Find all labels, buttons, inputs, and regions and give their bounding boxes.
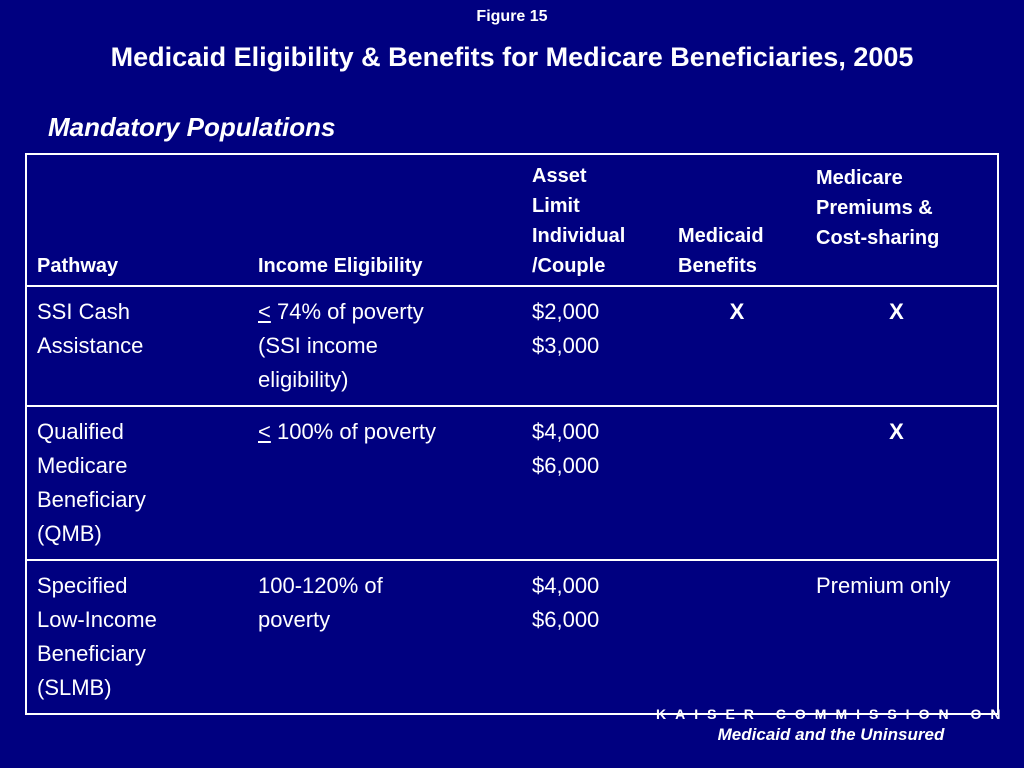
kaiser-logo — [656, 704, 1010, 746]
header-line: Benefits — [678, 255, 757, 277]
header-line: Limit — [532, 195, 580, 217]
less-than-or-equal-symbol: < — [258, 299, 271, 324]
cell-line: $2,000 — [532, 299, 600, 324]
kaiser-commission-line: KAISER COMMISSION ON — [656, 706, 1010, 722]
cell-line — [258, 415, 512, 449]
header-line: Premiums & — [816, 197, 933, 219]
eligibility-table — [25, 153, 999, 715]
header-income-eligibility — [248, 154, 522, 286]
header-line: /Couple — [532, 255, 606, 277]
cell-pathway — [26, 406, 248, 560]
cell-pathway — [26, 286, 248, 406]
header-line: Asset — [532, 165, 587, 187]
cell-line: Qualified — [37, 419, 124, 444]
table-header-row — [26, 154, 998, 286]
cell-line: Beneficiary — [37, 487, 146, 512]
cell-line: Beneficiary — [37, 641, 146, 666]
page-title: Medicaid Eligibility & Benefits for Medicare Beneficiaries, 2005 — [110, 42, 914, 72]
income-text: 100% of poverty — [270, 419, 436, 444]
income-text: 74% of poverty — [270, 299, 424, 324]
cell-premiums-text: Premium only — [816, 573, 951, 598]
header-line: Income Eligibility — [258, 255, 423, 277]
cell-line: (QMB) — [37, 521, 102, 546]
cell-asset-limit — [522, 286, 668, 406]
cell-medicaid-benefits-check — [668, 560, 806, 714]
cell-line: poverty — [258, 607, 331, 632]
cell-income — [248, 286, 522, 406]
cell-pathway — [26, 560, 248, 714]
cell-line: Medicare — [37, 453, 128, 478]
table-row — [26, 560, 998, 714]
figure-label: Figure 15 — [476, 8, 548, 25]
cell-line: eligibility) — [258, 367, 349, 392]
cell-line: $6,000 — [532, 607, 600, 632]
cell-medicaid-benefits-check — [668, 406, 806, 560]
header-line: Cost-sharing — [816, 227, 940, 249]
cell-line: Low-Income — [37, 607, 157, 632]
cell-line: $3,000 — [532, 333, 600, 358]
cell-medicaid-benefits-check: X — [729, 299, 745, 324]
table-row — [26, 286, 998, 406]
cell-asset-limit — [522, 406, 668, 560]
cell-premiums-check: X — [889, 299, 904, 324]
cell-income — [248, 406, 522, 560]
header-asset-limit — [522, 154, 668, 286]
cell-line: Specified — [37, 573, 128, 598]
cell-premiums-check: X — [889, 419, 904, 444]
cell-line: $4,000 — [532, 419, 600, 444]
header-line: Individual — [532, 225, 626, 247]
header-line: Medicaid — [678, 225, 764, 247]
medicaid-uninsured-line: Medicaid and the Uninsured — [717, 725, 945, 744]
less-than-or-equal-symbol: < — [258, 419, 271, 444]
section-subtitle: Mandatory Populations — [48, 112, 336, 142]
header-pathway — [26, 154, 248, 286]
cell-line: 100-120% of — [258, 573, 383, 598]
header-medicaid-benefits — [668, 154, 806, 286]
cell-line: $6,000 — [532, 453, 600, 478]
cell-asset-limit — [522, 560, 668, 714]
cell-line: SSI Cash — [37, 299, 130, 324]
cell-income — [248, 560, 522, 714]
table-row — [26, 406, 998, 560]
cell-line: Assistance — [37, 333, 144, 358]
cell-line — [258, 295, 512, 329]
cell-line: (SSI income — [258, 333, 378, 358]
cell-line: (SLMB) — [37, 675, 112, 700]
header-medicare-premiums — [806, 154, 998, 286]
header-line: Pathway — [37, 255, 119, 277]
cell-line: $4,000 — [532, 573, 600, 598]
header-line: Medicare — [816, 167, 903, 189]
